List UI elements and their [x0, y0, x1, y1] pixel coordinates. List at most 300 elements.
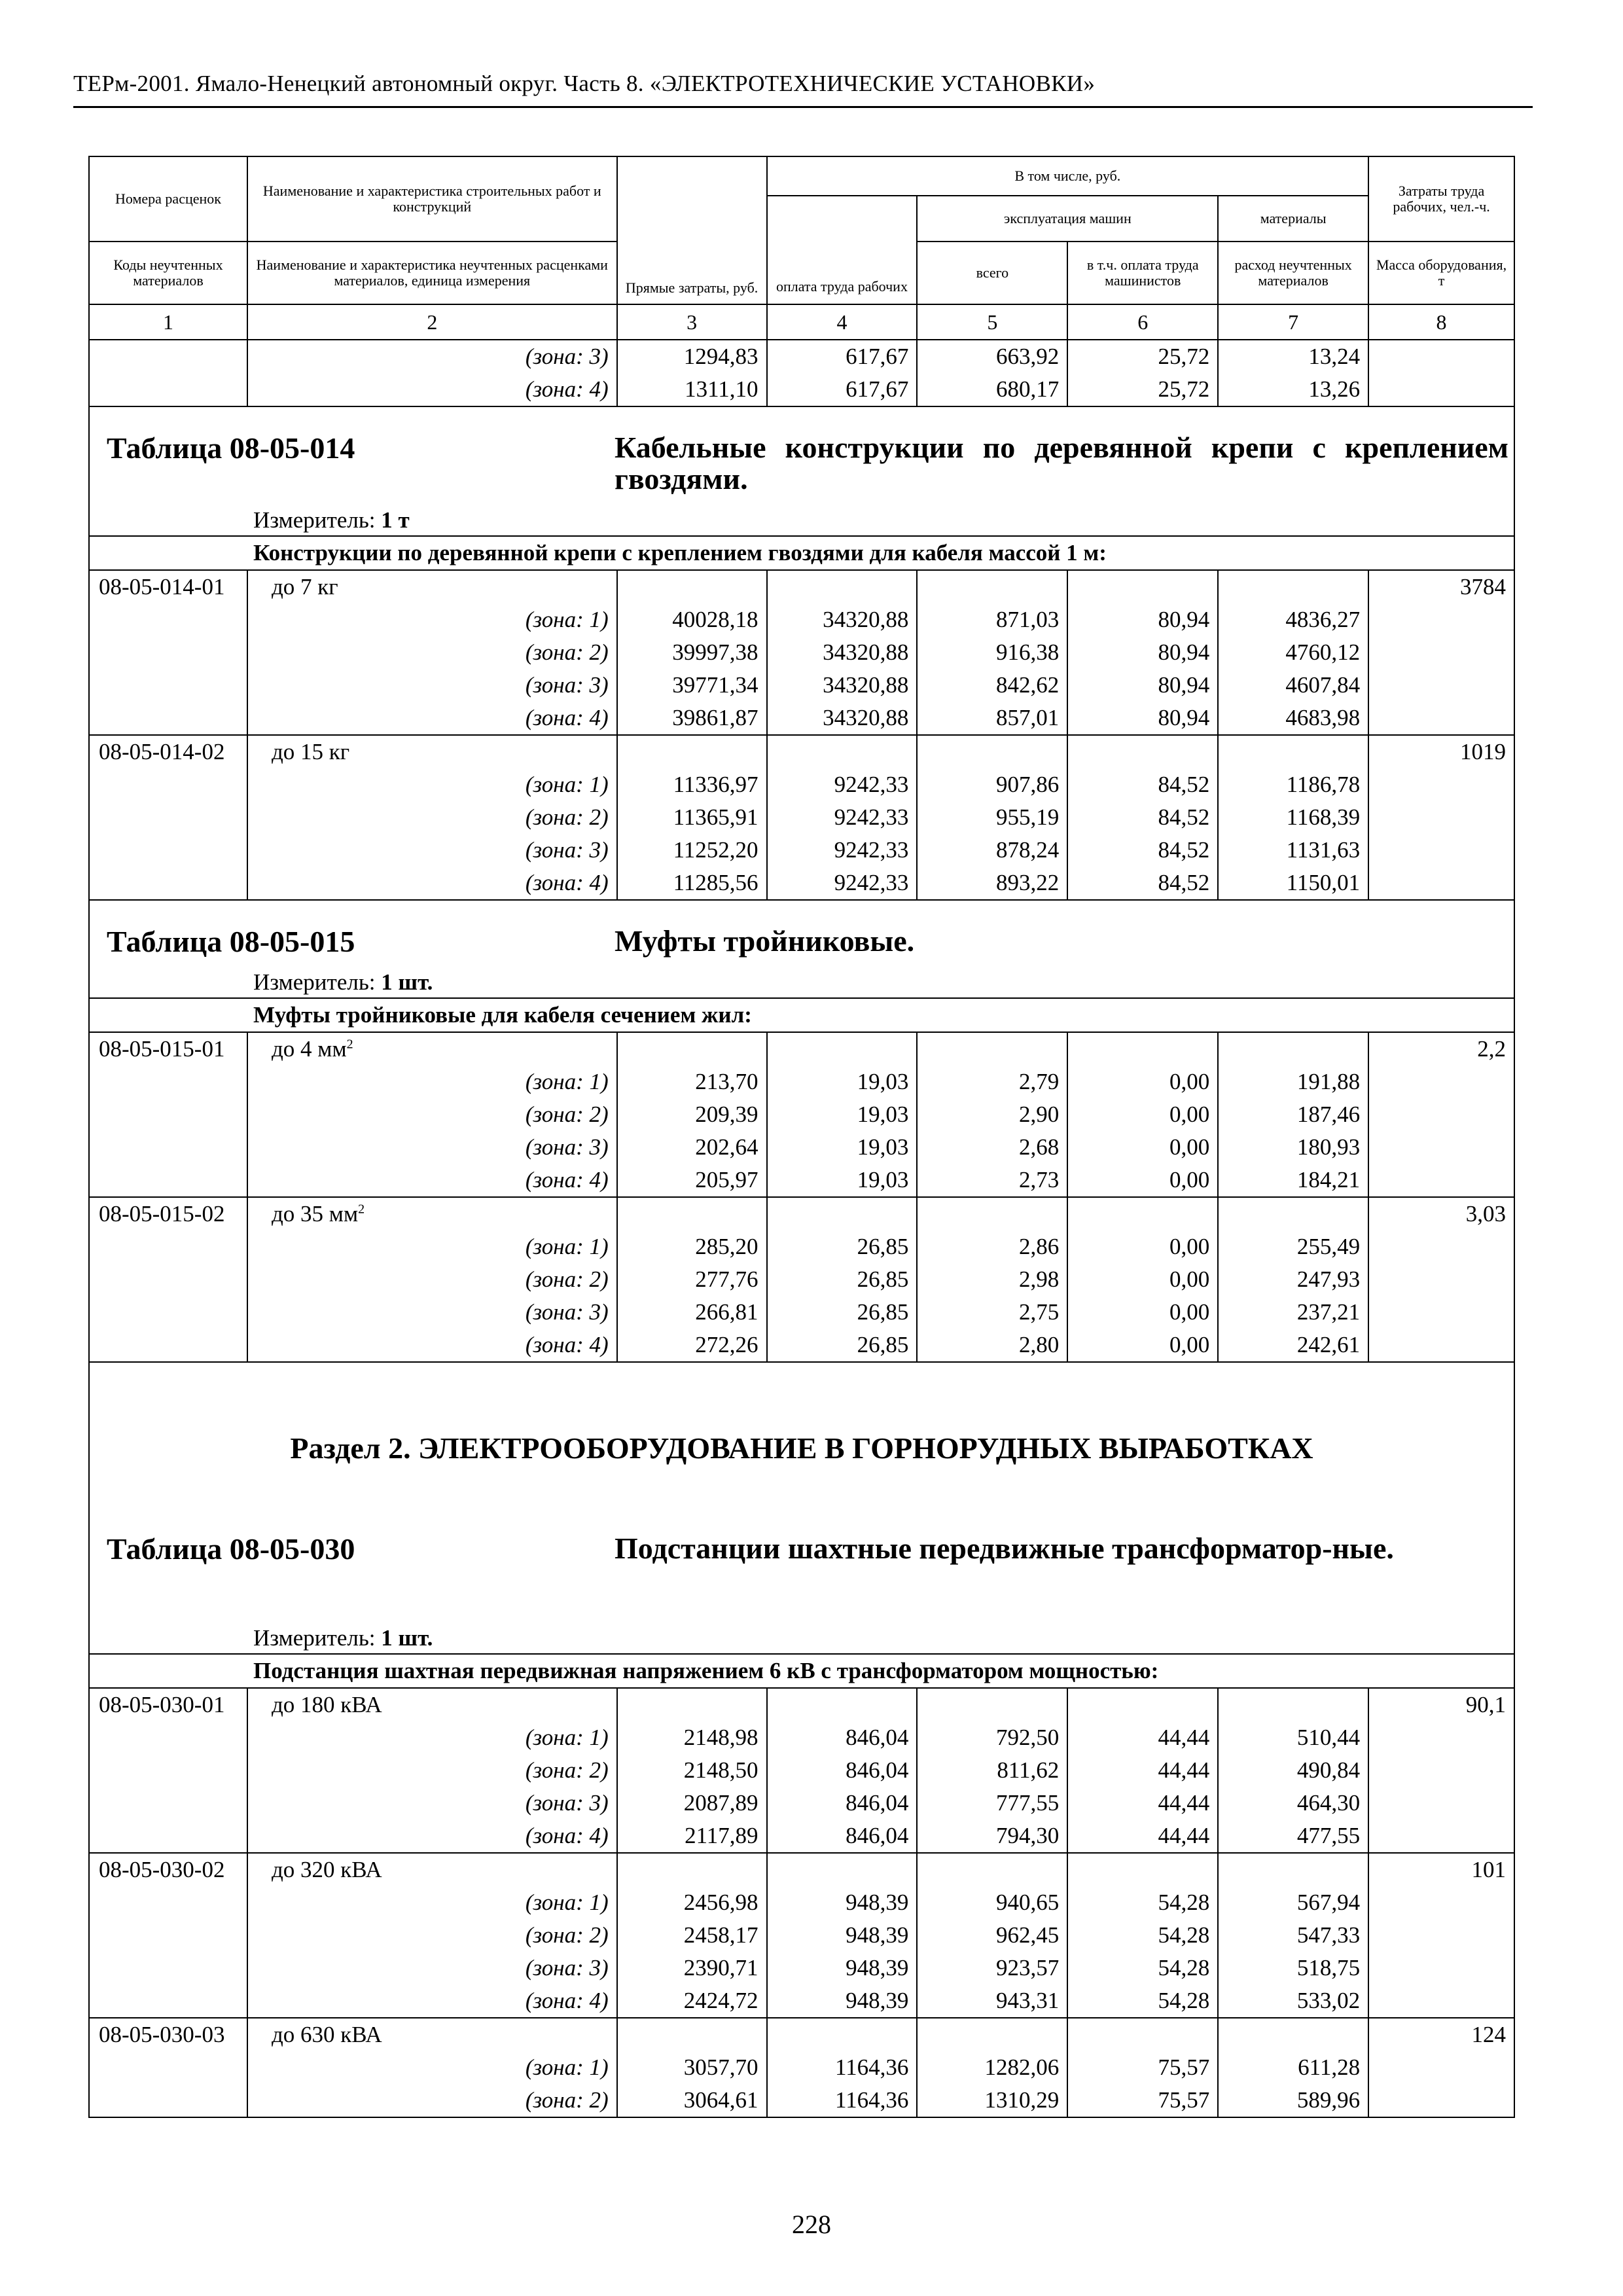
- mass-cell: [1368, 1820, 1514, 1853]
- row-empty: [89, 867, 247, 900]
- equipment-mass: 3784: [1368, 570, 1514, 603]
- header-rule: [73, 106, 1533, 108]
- item-row: [89, 1032, 1514, 1066]
- table-row: [89, 801, 1514, 834]
- unit-superscript: 2: [358, 1202, 365, 1217]
- table-subtitle: Подстанция шахтная передвижная напряжением 6 кВ с трансформатором мощностью:: [89, 1654, 1514, 1688]
- row-empty: [89, 2084, 247, 2117]
- value-cell: 916,38: [917, 636, 1067, 669]
- value-cell: 680,17: [917, 373, 1067, 406]
- table-subtitle: Муфты тройниковые для кабеля сечением жил:: [89, 998, 1514, 1032]
- value-cell: 54,28: [1067, 1984, 1218, 2018]
- value-cell: [917, 735, 1067, 768]
- value-cell: [1067, 1853, 1218, 1886]
- value-cell: 923,57: [917, 1952, 1067, 1984]
- col7-header: расход неучтенных материалов: [1218, 242, 1368, 304]
- value-cell: [617, 735, 767, 768]
- value-cell: 1150,01: [1218, 867, 1368, 900]
- mass-cell: [1368, 1952, 1514, 1984]
- zone-label: (зона: 3): [247, 1952, 617, 1984]
- value-cell: 1131,63: [1218, 834, 1368, 867]
- mass-cell: [1368, 1296, 1514, 1329]
- value-cell: 811,62: [917, 1754, 1067, 1787]
- zone-label: (зона: 4): [247, 867, 617, 900]
- razdel-title: Раздел 2. ЭЛЕКТРООБОРУДОВАНИЕ В ГОРНОРУДНЫХ ВЫРАБОТКАХ: [290, 1431, 1313, 1465]
- price-table: [88, 156, 1515, 2118]
- value-cell: 777,55: [917, 1787, 1067, 1820]
- equipment-mass: 90,1: [1368, 1688, 1514, 1721]
- mass-cell: [1368, 603, 1514, 636]
- table-section-heading: [89, 406, 1514, 536]
- mass-cell: [1368, 1066, 1514, 1098]
- value-cell: 54,28: [1067, 1886, 1218, 1919]
- mass-cell: [1368, 1131, 1514, 1164]
- value-cell: 4607,84: [1218, 669, 1368, 702]
- row-empty: [89, 1164, 247, 1197]
- running-header: ТЕРм-2001. Ямало-Ненецкий автономный округ. Часть 8. «ЭЛЕКТРОТЕХНИЧЕСКИЕ УСТАНОВКИ»: [73, 71, 1096, 96]
- row-empty: [89, 1984, 247, 2018]
- table-row: [89, 702, 1514, 735]
- item-name-text: до 180 кВА: [271, 1692, 382, 1717]
- equipment-mass: 101: [1368, 1853, 1514, 1886]
- zone-label: (зона: 4): [247, 1984, 617, 2018]
- table-row: [89, 1886, 1514, 1919]
- col-num-4: 4: [767, 304, 918, 340]
- value-cell: 0,00: [1067, 1230, 1218, 1263]
- zone-label: (зона: 3): [247, 1131, 617, 1164]
- measure-value: 1 шт.: [381, 1625, 433, 1651]
- value-cell: [617, 2018, 767, 2051]
- value-cell: 39997,38: [617, 636, 767, 669]
- value-cell: [617, 570, 767, 603]
- section-cell: [89, 900, 1514, 998]
- col2-sub-header: Наименование и характеристика неучтенных расценками материалов, единица измерения: [247, 242, 617, 304]
- value-cell: 213,70: [617, 1066, 767, 1098]
- value-cell: 84,52: [1067, 801, 1218, 834]
- table-section-heading: [89, 900, 1514, 998]
- zone-label: (зона: 3): [247, 834, 617, 867]
- value-cell: 962,45: [917, 1919, 1067, 1952]
- zone-label: (зона: 2): [247, 1754, 617, 1787]
- value-cell: 11252,20: [617, 834, 767, 867]
- value-cell: 26,85: [767, 1329, 918, 1362]
- table-row: [89, 2084, 1514, 2117]
- zone-label: (зона: 1): [247, 768, 617, 801]
- measure-unit: [253, 1622, 433, 1654]
- value-cell: 34320,88: [767, 636, 918, 669]
- value-cell: 846,04: [767, 1754, 918, 1787]
- value-cell: [1218, 735, 1368, 768]
- equipment-mass: 124: [1368, 2018, 1514, 2051]
- item-row: [89, 2018, 1514, 2051]
- zone-label: (зона: 4): [247, 1164, 617, 1197]
- value-cell: 25,72: [1067, 373, 1218, 406]
- row-empty: [89, 2051, 247, 2084]
- value-cell: 1294,83: [617, 340, 767, 373]
- table-number: Таблица 08-05-015: [107, 925, 355, 958]
- table-row: [89, 1131, 1514, 1164]
- value-cell: 857,01: [917, 702, 1067, 735]
- measure-label: Измеритель:: [253, 507, 376, 533]
- row-empty: [89, 1230, 247, 1263]
- row-empty: [89, 1329, 247, 1362]
- value-cell: 11285,56: [617, 867, 767, 900]
- table-row: [89, 669, 1514, 702]
- table-row: [89, 1329, 1514, 1362]
- value-cell: 4836,27: [1218, 603, 1368, 636]
- table-row: [89, 1820, 1514, 1853]
- value-cell: [917, 1853, 1067, 1886]
- value-cell: [617, 1853, 767, 1886]
- value-cell: 1282,06: [917, 2051, 1067, 2084]
- value-cell: 2,75: [917, 1296, 1067, 1329]
- value-cell: 2,90: [917, 1098, 1067, 1131]
- value-cell: 237,21: [1218, 1296, 1368, 1329]
- zone-label: (зона: 4): [247, 1820, 617, 1853]
- value-cell: 84,52: [1067, 867, 1218, 900]
- table-row: [89, 1164, 1514, 1197]
- zone-label: (зона: 1): [247, 1066, 617, 1098]
- mass-cell: [1368, 1721, 1514, 1754]
- value-cell: 184,21: [1218, 1164, 1368, 1197]
- value-cell: 907,86: [917, 768, 1067, 801]
- table-number: Таблица 08-05-030: [107, 1532, 355, 1566]
- value-cell: 1164,36: [767, 2084, 918, 2117]
- value-cell: 948,39: [767, 1952, 918, 1984]
- row-empty: [89, 603, 247, 636]
- row-empty: [89, 1886, 247, 1919]
- item-name-text: до 35 мм: [271, 1201, 359, 1227]
- value-cell: 3064,61: [617, 2084, 767, 2117]
- item-name-text: до 630 кВА: [271, 2022, 382, 2047]
- value-cell: 272,26: [617, 1329, 767, 1362]
- value-cell: 44,44: [1067, 1721, 1218, 1754]
- value-cell: [1067, 1197, 1218, 1230]
- section-cell: [89, 406, 1514, 536]
- page-number: 228: [792, 2210, 831, 2239]
- table-row: [89, 373, 1514, 406]
- value-cell: 533,02: [1218, 1984, 1368, 2018]
- value-cell: [1067, 570, 1218, 603]
- row-empty: [89, 1131, 247, 1164]
- table-row: [89, 340, 1514, 373]
- row-empty: [89, 373, 247, 406]
- value-cell: 44,44: [1067, 1820, 1218, 1853]
- value-cell: [767, 1197, 918, 1230]
- rate-code: 08-05-030-03: [89, 2018, 247, 2051]
- zone-label: (зона: 2): [247, 1919, 617, 1952]
- mass-cell: [1368, 1984, 1514, 2018]
- value-cell: 9242,33: [767, 801, 918, 834]
- value-cell: 0,00: [1067, 1263, 1218, 1296]
- value-cell: 2,98: [917, 1263, 1067, 1296]
- value-cell: [1218, 1197, 1368, 1230]
- col2-header: Наименование и характеристика строительных работ и конструкций: [247, 156, 617, 242]
- measure-value: 1 т: [381, 507, 410, 533]
- value-cell: 44,44: [1067, 1754, 1218, 1787]
- value-cell: 19,03: [767, 1066, 918, 1098]
- table-number: Таблица 08-05-014: [107, 431, 355, 465]
- col5-header: всего: [917, 242, 1067, 304]
- value-cell: 663,92: [917, 340, 1067, 373]
- mass-cell: [1368, 1263, 1514, 1296]
- group-header: В том числе, руб.: [767, 156, 1369, 196]
- rate-code: 08-05-015-02: [89, 1197, 247, 1230]
- value-cell: 9242,33: [767, 867, 918, 900]
- table-row: [89, 768, 1514, 801]
- table-row: [89, 1984, 1514, 2018]
- row-empty: [89, 768, 247, 801]
- item-name: [247, 1032, 617, 1066]
- value-cell: 11365,91: [617, 801, 767, 834]
- value-cell: 510,44: [1218, 1721, 1368, 1754]
- col-num-6: 6: [1067, 304, 1218, 340]
- section-cell: [89, 1362, 1514, 1654]
- row-empty: [89, 834, 247, 867]
- value-cell: [1067, 1688, 1218, 1721]
- value-cell: [1218, 1032, 1368, 1066]
- value-cell: 34320,88: [767, 702, 918, 735]
- zone-label: (зона: 1): [247, 603, 617, 636]
- rate-code: 08-05-014-02: [89, 735, 247, 768]
- col1-header: Номера расценок: [89, 156, 247, 242]
- value-cell: 39861,87: [617, 702, 767, 735]
- value-cell: 3057,70: [617, 2051, 767, 2084]
- zone-label: (зона: 1): [247, 1721, 617, 1754]
- value-cell: 26,85: [767, 1296, 918, 1329]
- table-row: [89, 1952, 1514, 1984]
- zone-label: (зона: 3): [247, 340, 617, 373]
- machines-header: эксплуатация машин: [917, 196, 1218, 242]
- table-row: [89, 834, 1514, 867]
- table-row: [89, 1754, 1514, 1787]
- col-num-8: 8: [1368, 304, 1514, 340]
- zone-label: (зона: 2): [247, 2084, 617, 2117]
- table-row: [89, 1787, 1514, 1820]
- value-cell: 19,03: [767, 1131, 918, 1164]
- zone-label: (зона: 4): [247, 373, 617, 406]
- subtitle-row: [89, 998, 1514, 1032]
- equipment-mass: 3,03: [1368, 1197, 1514, 1230]
- value-cell: 255,49: [1218, 1230, 1368, 1263]
- value-cell: [1218, 1688, 1368, 1721]
- zone-label: (зона: 3): [247, 669, 617, 702]
- mass-cell: [1368, 2051, 1514, 2084]
- zone-label: (зона: 1): [247, 1230, 617, 1263]
- row-empty: [89, 1066, 247, 1098]
- value-cell: [1067, 1032, 1218, 1066]
- mass-cell: [1368, 1230, 1514, 1263]
- value-cell: [1067, 2018, 1218, 2051]
- value-cell: 1168,39: [1218, 801, 1368, 834]
- value-cell: 2117,89: [617, 1820, 767, 1853]
- table-subtitle: Конструкции по деревянной крепи с креплением гвоздями для кабеля массой 1 м:: [89, 536, 1514, 570]
- value-cell: 9242,33: [767, 834, 918, 867]
- rate-code: 08-05-030-01: [89, 1688, 247, 1721]
- value-cell: 266,81: [617, 1296, 767, 1329]
- value-cell: 2,79: [917, 1066, 1067, 1098]
- value-cell: 13,24: [1218, 340, 1368, 373]
- value-cell: 247,93: [1218, 1263, 1368, 1296]
- col-num-5: 5: [917, 304, 1067, 340]
- measure-value: 1 шт.: [381, 969, 433, 995]
- value-cell: 589,96: [1218, 2084, 1368, 2117]
- value-cell: [767, 735, 918, 768]
- mass-cell: [1368, 373, 1514, 406]
- measure-label: Измеритель:: [253, 1625, 376, 1651]
- rate-code: 08-05-030-02: [89, 1853, 247, 1886]
- item-name: [247, 2018, 617, 2051]
- section-block: [90, 407, 1514, 535]
- value-cell: [917, 2018, 1067, 2051]
- value-cell: 518,75: [1218, 1952, 1368, 1984]
- value-cell: 34320,88: [767, 669, 918, 702]
- col-num-7: 7: [1218, 304, 1368, 340]
- value-cell: [617, 1032, 767, 1066]
- value-cell: 2087,89: [617, 1787, 767, 1820]
- value-cell: [1067, 735, 1218, 768]
- value-cell: [917, 1032, 1067, 1066]
- row-empty: [89, 1820, 247, 1853]
- mass-cell: [1368, 1754, 1514, 1787]
- value-cell: 846,04: [767, 1820, 918, 1853]
- value-cell: 943,31: [917, 1984, 1067, 2018]
- col1-sub-header: Коды неучтенных материалов: [89, 242, 247, 304]
- col6-header: в т.ч. оплата труда машинистов: [1067, 242, 1218, 304]
- table-row: [89, 1098, 1514, 1131]
- materials-header: материалы: [1218, 196, 1368, 242]
- zone-label: (зона: 2): [247, 801, 617, 834]
- value-cell: 792,50: [917, 1721, 1067, 1754]
- table-row: [89, 1721, 1514, 1754]
- mass-cell: [1368, 636, 1514, 669]
- measure-unit: [253, 504, 410, 536]
- value-cell: 611,28: [1218, 2051, 1368, 2084]
- value-cell: [767, 1032, 918, 1066]
- row-empty: [89, 1098, 247, 1131]
- mass-cell: [1368, 1787, 1514, 1820]
- razdel-heading: [89, 1362, 1514, 1654]
- value-cell: 187,46: [1218, 1098, 1368, 1131]
- measure-unit: [253, 966, 433, 998]
- subtitle-row: [89, 1654, 1514, 1688]
- value-cell: 84,52: [1067, 768, 1218, 801]
- subtitle-row: [89, 536, 1514, 570]
- value-cell: 846,04: [767, 1787, 918, 1820]
- mass-cell: [1368, 669, 1514, 702]
- value-cell: 2,80: [917, 1329, 1067, 1362]
- value-cell: 54,28: [1067, 1919, 1218, 1952]
- value-cell: [917, 1688, 1067, 1721]
- mass-cell: [1368, 1098, 1514, 1131]
- row-empty: [89, 340, 247, 373]
- row-empty: [89, 1296, 247, 1329]
- value-cell: [1218, 2018, 1368, 2051]
- zone-label: (зона: 4): [247, 1329, 617, 1362]
- value-cell: 9242,33: [767, 768, 918, 801]
- item-row: [89, 735, 1514, 768]
- value-cell: 0,00: [1067, 1098, 1218, 1131]
- value-cell: 26,85: [767, 1263, 918, 1296]
- value-cell: 54,28: [1067, 1952, 1218, 1984]
- row-empty: [89, 636, 247, 669]
- zone-label: (зона: 2): [247, 636, 617, 669]
- value-cell: [767, 1688, 918, 1721]
- value-cell: 180,93: [1218, 1131, 1368, 1164]
- value-cell: 1310,29: [917, 2084, 1067, 2117]
- col4-header: оплата труда рабочих: [767, 196, 918, 304]
- item-row: [89, 1853, 1514, 1886]
- value-cell: 490,84: [1218, 1754, 1368, 1787]
- row-empty: [89, 1787, 247, 1820]
- value-cell: 80,94: [1067, 702, 1218, 735]
- table-title: Кабельные конструкции по деревянной крепи с креплением гвоздями.: [615, 431, 1508, 495]
- mass-cell: [1368, 867, 1514, 900]
- value-cell: 44,44: [1067, 1787, 1218, 1820]
- value-cell: 842,62: [917, 669, 1067, 702]
- mass-cell: [1368, 1329, 1514, 1362]
- value-cell: 13,26: [1218, 373, 1368, 406]
- value-cell: 202,64: [617, 1131, 767, 1164]
- value-cell: 2,86: [917, 1230, 1067, 1263]
- mass-cell: [1368, 1164, 1514, 1197]
- row-empty: [89, 1721, 247, 1754]
- value-cell: 19,03: [767, 1164, 918, 1197]
- value-cell: 948,39: [767, 1886, 918, 1919]
- equipment-mass: 2,2: [1368, 1032, 1514, 1066]
- row-empty: [89, 1263, 247, 1296]
- value-cell: 26,85: [767, 1230, 918, 1263]
- row-empty: [89, 801, 247, 834]
- value-cell: 4683,98: [1218, 702, 1368, 735]
- mass-cell: [1368, 1886, 1514, 1919]
- zone-label: (зона: 1): [247, 1886, 617, 1919]
- value-cell: [917, 1197, 1067, 1230]
- value-cell: 11336,97: [617, 768, 767, 801]
- value-cell: 0,00: [1067, 1131, 1218, 1164]
- value-cell: 25,72: [1067, 340, 1218, 373]
- razdel-block: [90, 1363, 1514, 1653]
- rate-code: 08-05-014-01: [89, 570, 247, 603]
- value-cell: 893,22: [917, 867, 1067, 900]
- value-cell: 948,39: [767, 1984, 918, 2018]
- item-row: [89, 570, 1514, 603]
- item-name-text: до 320 кВА: [271, 1857, 382, 1882]
- col-num-1: 1: [89, 304, 247, 340]
- value-cell: 80,94: [1067, 669, 1218, 702]
- value-cell: [1218, 1853, 1368, 1886]
- value-cell: 2,73: [917, 1164, 1067, 1197]
- value-cell: 0,00: [1067, 1329, 1218, 1362]
- col3-header: Прямые затраты, руб.: [617, 156, 767, 304]
- value-cell: 464,30: [1218, 1787, 1368, 1820]
- value-cell: [917, 570, 1067, 603]
- table-row: [89, 636, 1514, 669]
- value-cell: 84,52: [1067, 834, 1218, 867]
- zone-label: (зона: 3): [247, 1787, 617, 1820]
- value-cell: 477,55: [1218, 1820, 1368, 1853]
- col8-sub-header: Масса оборудования, т: [1368, 242, 1514, 304]
- value-cell: 871,03: [917, 603, 1067, 636]
- value-cell: 40028,18: [617, 603, 767, 636]
- value-cell: 1311,10: [617, 373, 767, 406]
- value-cell: 277,76: [617, 1263, 767, 1296]
- value-cell: 80,94: [1067, 636, 1218, 669]
- col-num-2: 2: [247, 304, 617, 340]
- value-cell: 39771,34: [617, 669, 767, 702]
- mass-cell: [1368, 768, 1514, 801]
- item-name-text: до 4 мм: [271, 1036, 347, 1062]
